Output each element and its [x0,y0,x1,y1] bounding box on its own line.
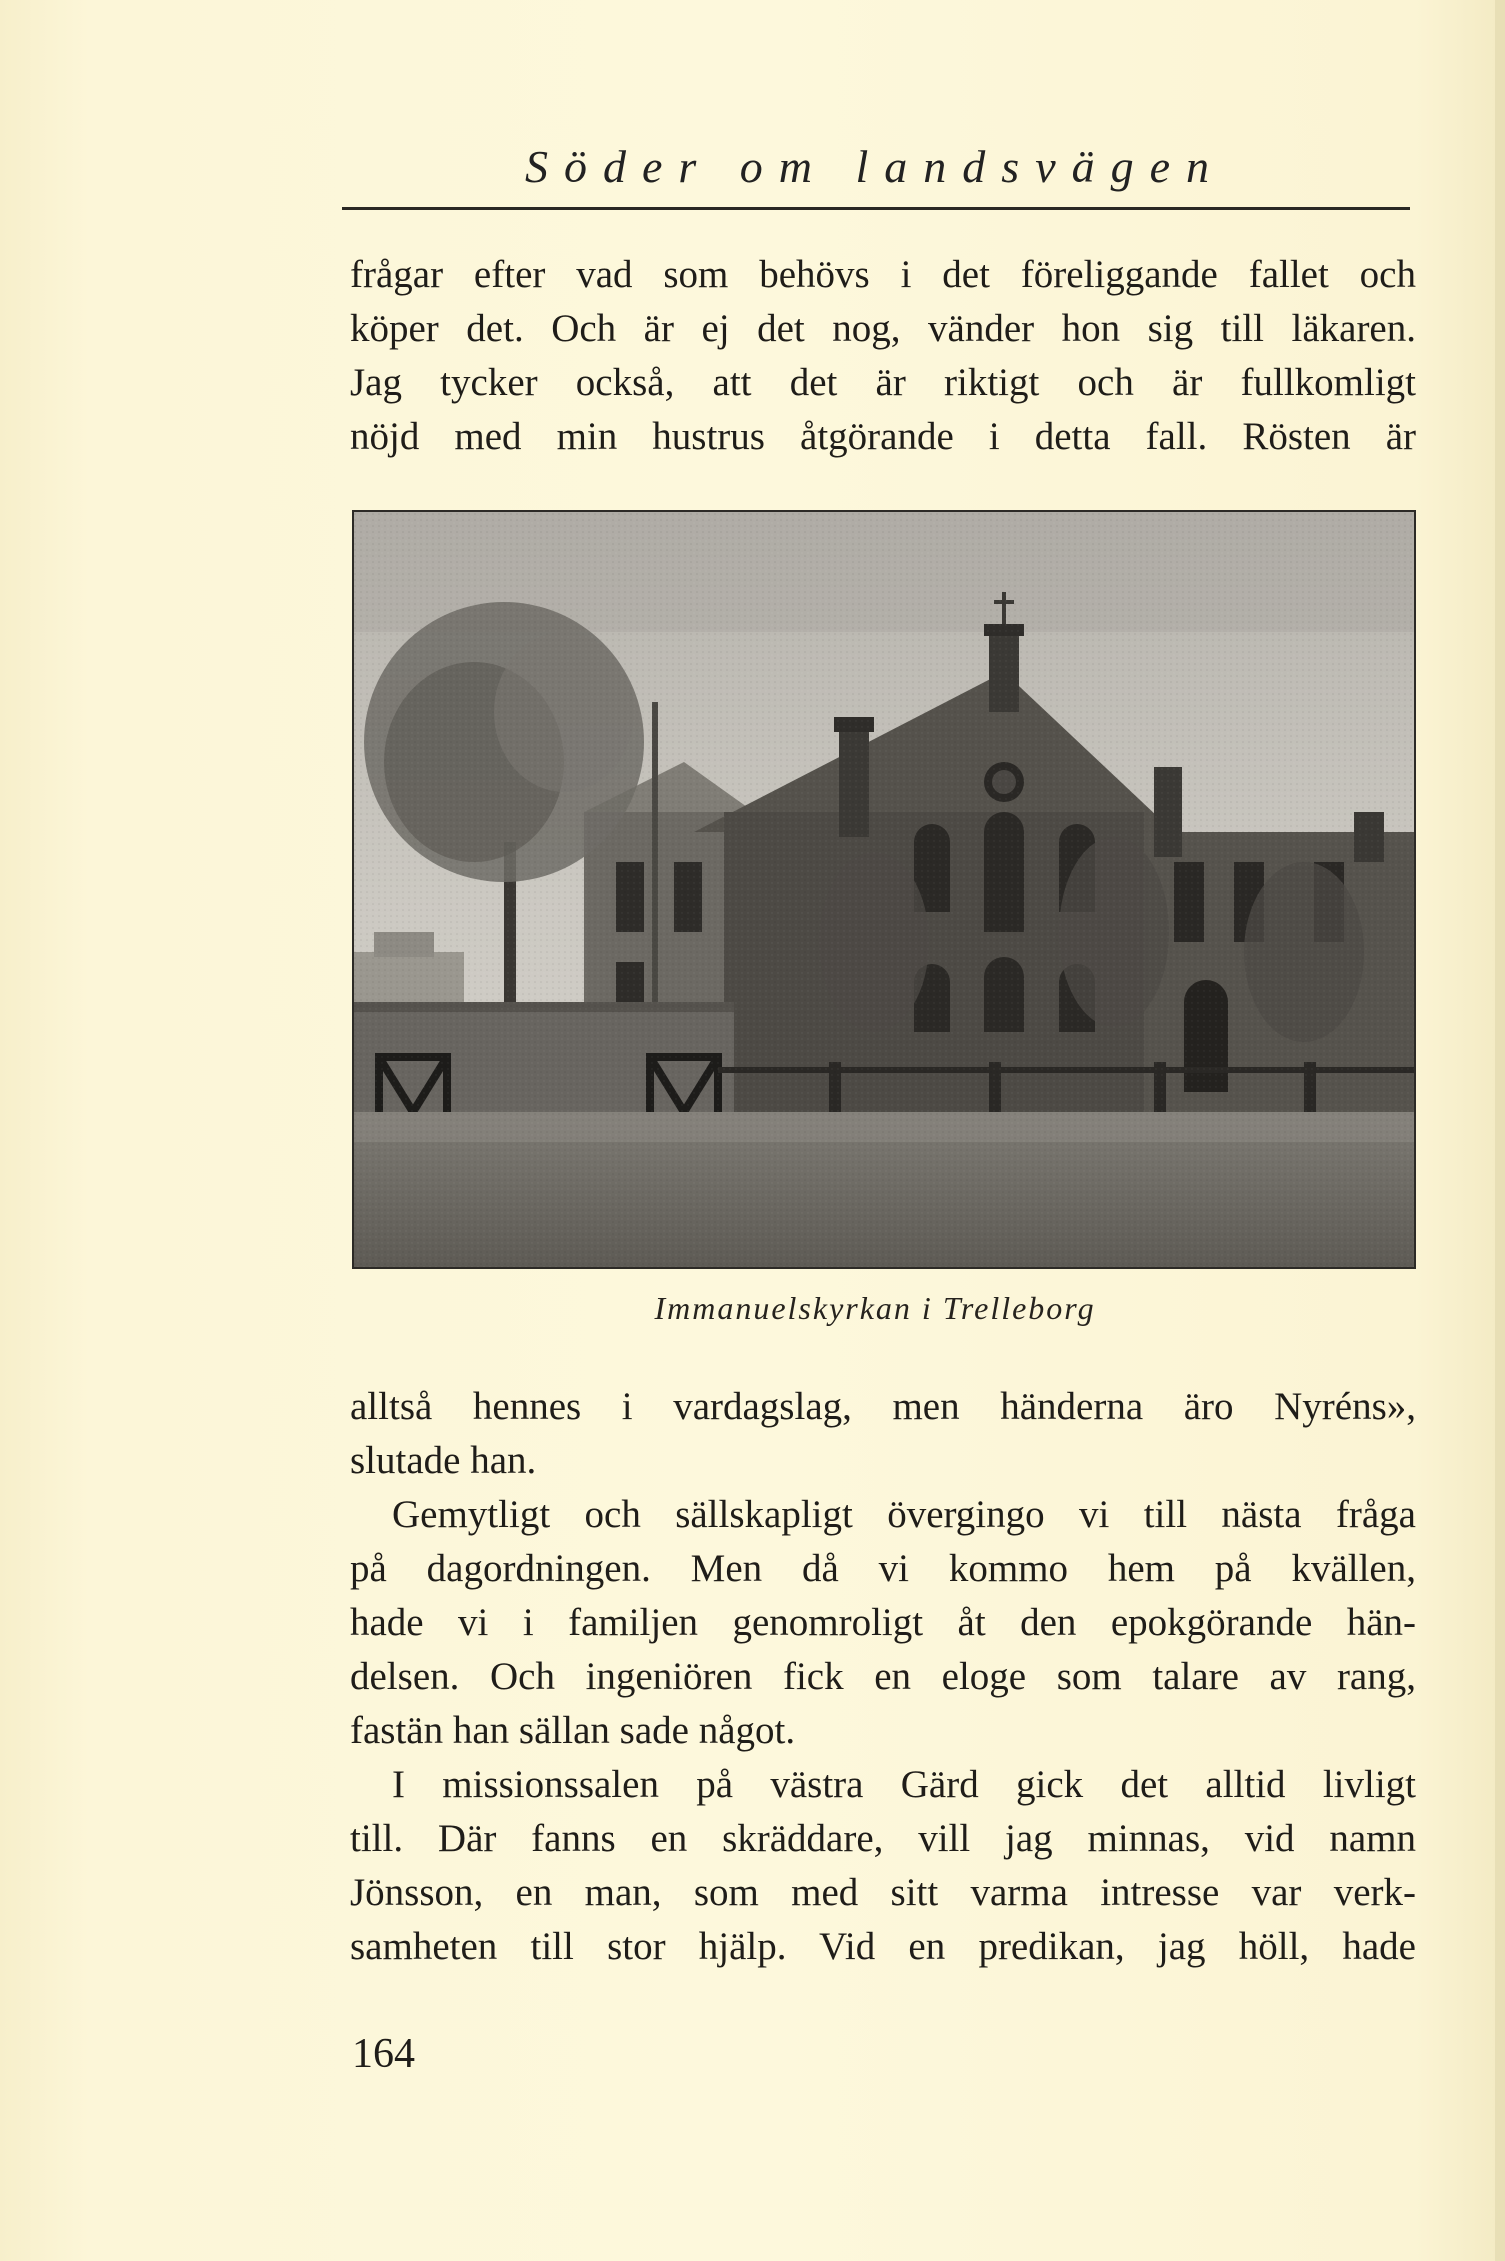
text-line: på dagordningen. Men då vi kommo hem på kvällen, [350,1547,1416,1590]
text-line: Jönsson, en man, som med sitt varma intresse var verk- [350,1871,1416,1914]
text-line: I missionssalen på västra Gärd gick det alltid livligt [392,1763,1416,1806]
top-paragraph [350,248,1416,464]
text-line: samheten till stor hjälp. Vid en predikan, jag höll, hade [350,1925,1416,1968]
text-line: köper det. Och är ej det nog, vänder hon sig till läkaren. [350,307,1416,350]
church-photograph [352,510,1416,1269]
text-line: alltså hennes i vardagslag, men händerna äro Nyréns», [350,1385,1416,1428]
header-rule [342,207,1410,210]
text-line: Gemytligt och sällskapligt övergingo vi till nästa fråga [392,1493,1416,1536]
running-head: Söder om landsvägen [524,141,1226,192]
text-line: delsen. Och ingeniören fick en eloge som talare av rang, [350,1655,1416,1698]
text-line: slutade han. [350,1439,537,1482]
church-photo-illustration [354,512,1414,1267]
text-line: nöjd med min hustrus åtgörande i detta fall. Rösten är [350,415,1416,458]
text-line: till. Där fanns en skräddare, vill jag minnas, vid namn [350,1817,1416,1860]
text-line: hade vi i familjen genomroligt åt den epokgörande hän- [350,1601,1416,1644]
page-number: 164 [352,2031,415,2077]
page-edge [1495,0,1505,2261]
text-line: fastän han sällan sade något. [350,1709,796,1752]
text-line: frågar efter vad som behövs i det föreliggande fallet och [350,253,1416,296]
bottom-text [350,1380,1416,1974]
figure-caption: Immanuelskyrkan i Trelleborg [654,1290,1096,1326]
text-line: Jag tycker också, att det är riktigt och är fullkomligt [350,361,1416,404]
